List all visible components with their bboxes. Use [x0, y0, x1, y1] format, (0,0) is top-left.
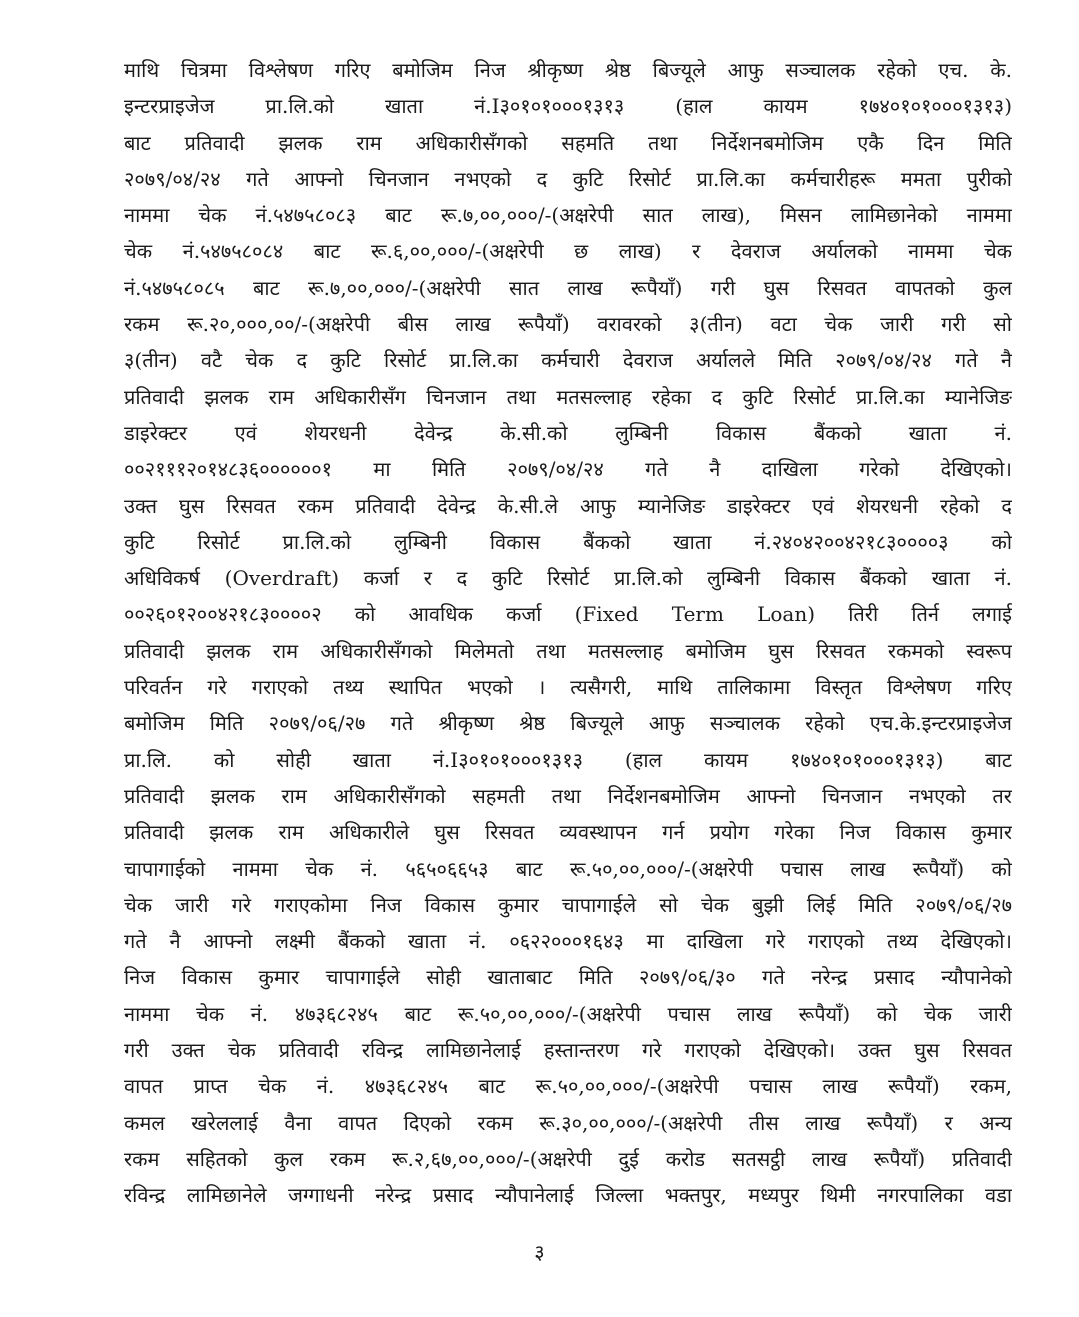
- text-line: उक्त घुस रिसवत रकम प्रतिवादी देवेन्द्र के.सी.ले आफु म्यानेजिङ डाइरेक्टर एवं शेयरधनी रहेको द: [124, 493, 1012, 518]
- text-line: कुटि रिसोर्ट प्रा.लि.को लुम्बिनी विकास बैंकको खाता नं.२४०४२००४२१८३००००३ को: [124, 529, 1012, 554]
- text-line: वापत प्राप्त चेक नं. ४७३६८२४५ बाट रू.५०,००,०००/-(अक्षरेपी पचास लाख रूपैयाँ) रकम,: [124, 1074, 1012, 1099]
- text-line: प्रतिवादी झलक राम अधिकारीसँग चिनजान तथा मतसल्लाह रहेका द कुटि रिसोर्ट प्रा.लि.का म्यानेजिङ: [124, 384, 1012, 409]
- text-line: रविन्द्र लामिछानेले जग्गाधनी नरेन्द्र प्रसाद न्यौपानेलाई जिल्ला भक्तपुर, मध्यपुर थिमी नगरपालिका वडा: [124, 1183, 1012, 1208]
- page-number: ३: [534, 1240, 545, 1264]
- text-line: डाइरेक्टर एवं शेयरधनी देवेन्द्र के.सी.को लुम्बिनी विकास बैंकको खाता नं.: [124, 420, 1012, 445]
- text-line: प्रतिवादी झलक राम अधिकारीसँगको मिलेमतो तथा मतसल्लाह बमोजिम घुस रिसवत रकमको स्वरूप: [124, 638, 1012, 663]
- text-line: बाट प्रतिवादी झलक राम अधिकारीसँगको सहमति तथा निर्देशनबमोजिम एकै दिन मिति: [124, 130, 1012, 155]
- text-line: ३(तीन) वटै चेक द कुटि रिसोर्ट प्रा.लि.का कर्मचारी देवराज अर्यालले मिति २०७९/०४/२४ गते नै: [124, 348, 1012, 373]
- text-line: प्रतिवादी झलक राम अधिकारीसँगको सहमती तथा निर्देशनबमोजिम आफ्नो चिनजान नभएको तर: [124, 783, 1012, 808]
- text-line: नाममा चेक नं.५४७५८०८३ बाट रू.७,००,०००/-(अक्षरेपी सात लाख), मिसन लामिछानेको नाममा: [124, 203, 1012, 228]
- text-line: परिवर्तन गरे गराएको तथ्य स्थापित भएको । त्यसैगरी, माथि तालिकामा विस्तृत विश्लेषण गरिए: [124, 675, 1012, 700]
- text-line: ००२६०१२००४२१८३००००२ को आवधिक कर्जा (Fixed Term Loan) तिरी तिर्न लगाई: [124, 602, 1012, 627]
- text-line: रकम रू.२०,०००,००/-(अक्षरेपी बीस लाख रूपैयाँ) वरावरको ३(तीन) वटा चेक जारी गरी सो: [124, 312, 1012, 337]
- text-line: चेक नं.५४७५८०८४ बाट रू.६,००,०००/-(अक्षरेपी छ लाख) र देवराज अर्यालको नाममा चेक: [124, 239, 1012, 264]
- text-line: निज विकास कुमार चापागाईले सोही खाताबाट मिति २०७९/०६/३० गते नरेन्द्र प्रसाद न्यौपानेको: [124, 965, 1012, 990]
- text-line: ००२१११२०१४८३६००००००१ मा मिति २०७९/०४/२४ गते नै दाखिला गरेको देखिएको।: [124, 457, 1012, 482]
- text-line: रकम सहितको कुल रकम रू.२,६७,००,०००/-(अक्षरेपी दुई करोड सतसट्ठी लाख रूपैयाँ) प्रतिवादी: [124, 1146, 1012, 1171]
- text-line: प्रतिवादी झलक राम अधिकारीले घुस रिसवत व्यवस्थापन गर्न प्रयोग गरेका निज विकास कुमार: [124, 820, 1012, 845]
- text-line: चापागाईको नाममा चेक नं. ५६५०६६५३ बाट रू.५०,००,०००/-(अक्षरेपी पचास लाख रूपैयाँ) को: [124, 856, 1012, 881]
- text-line: माथि चित्रमा विश्लेषण गरिए बमोजिम निज श्रीकृष्ण श्रेष्ठ बिज्यूले आफु सञ्चालक रहेको एच. के.: [124, 58, 1012, 82]
- body-paragraph: [124, 52, 1012, 1214]
- text-line: २०७९/०४/२४ गते आफ्नो चिनजान नभएको द कुटि रिसोर्ट प्रा.लि.का कर्मचारीहरू ममता पुरीको: [124, 166, 1012, 191]
- text-line: नाममा चेक नं. ४७३६८२४५ बाट रू.५०,००,०००/-(अक्षरेपी पचास लाख रूपैयाँ) को चेक जारी: [124, 1001, 1012, 1026]
- text-line: अधिविकर्ष (Overdraft) कर्जा र द कुटि रिसोर्ट प्रा.लि.को लुम्बिनी विकास बैंकको खाता नं.: [124, 566, 1012, 591]
- text-line: नं.५४७५८०८५ बाट रू.७,००,०००/-(अक्षरेपी सात लाख रूपैयाँ) गरी घुस रिसवत वापतको कुल: [124, 275, 1012, 300]
- text-line: गते नै आफ्नो लक्ष्मी बैंकको खाता नं. ०६२२०००१६४३ मा दाखिला गरे गराएको तथ्य देखिएको।: [124, 929, 1012, 954]
- text-line: कमल खरेललाई वैना वापत दिएको रकम रू.३०,००,०००/-(अक्षरेपी तीस लाख रूपैयाँ) र अन्य: [124, 1110, 1012, 1135]
- text-line: इन्टरप्राइजेज प्रा.लि.को खाता नं.I३०१०१०००१३१३ (हाल कायम १७४०१०१०००१३१३): [124, 94, 1012, 119]
- text-line: चेक जारी गरे गराएकोमा निज विकास कुमार चापागाईले सो चेक बुझी लिई मिति २०७९/०६/२७: [124, 892, 1012, 917]
- text-line: प्रा.लि. को सोही खाता नं.I३०१०१०००१३१३ (हाल कायम १७४०१०१०००१३१३) बाट: [124, 747, 1012, 772]
- text-line: बमोजिम मिति २०७९/०६/२७ गते श्रीकृष्ण श्रेष्ठ बिज्यूले आफु सञ्चालक रहेको एच.के.इन्टरप्राइजेज: [124, 711, 1012, 736]
- text-line: गरी उक्त चेक प्रतिवादी रविन्द्र लामिछानेलाई हस्तान्तरण गरे गराएको देखिएको। उक्त घुस रिसवत: [124, 1038, 1012, 1063]
